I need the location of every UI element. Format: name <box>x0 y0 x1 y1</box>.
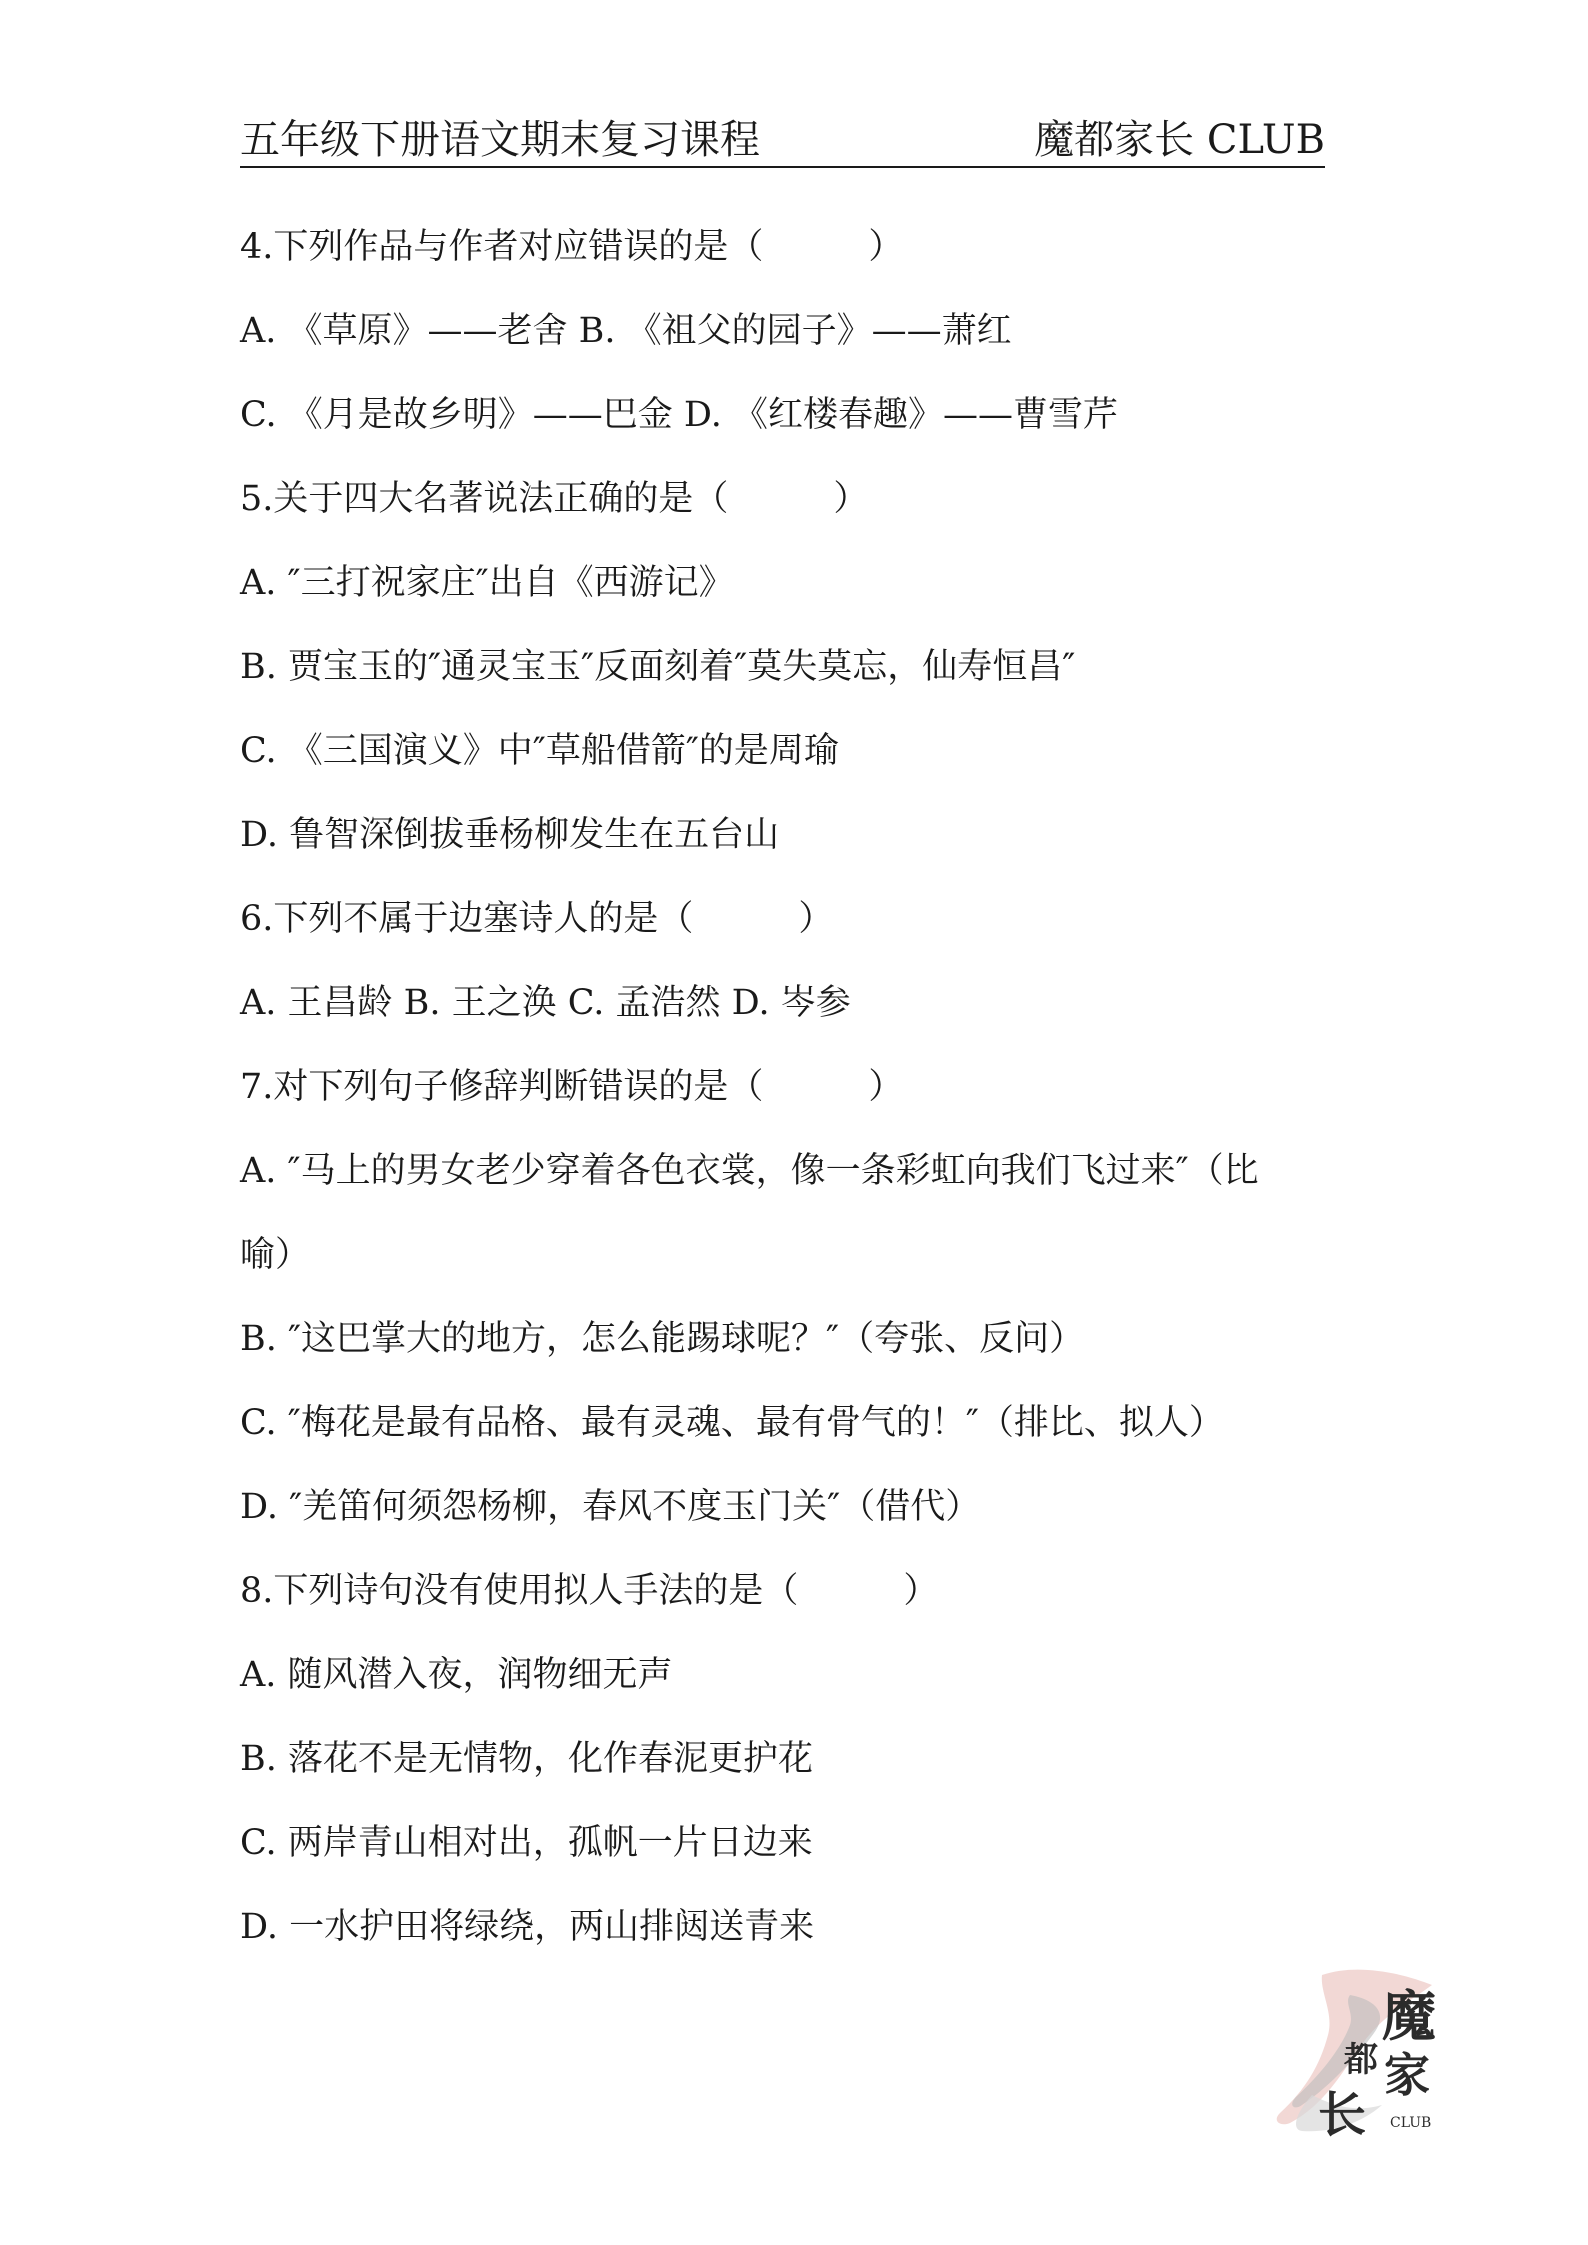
question-7-option-a: A. ″马上的男女老少穿着各色衣裳，像一条彩虹向我们飞过来″（比 <box>240 1151 1259 1191</box>
question-5-stem: 5.关于四大名著说法正确的是（ ） <box>240 479 869 519</box>
question-4-options-ab: A. 《草原》——老舍 B. 《祖父的园子》——萧红 <box>240 311 1012 351</box>
question-list <box>240 205 1370 1969</box>
logo-char-zhang: 长 <box>1318 2087 1367 2143</box>
question-5-option-d: D. 鲁智深倒拔垂杨柳发生在五台山 <box>240 815 780 855</box>
question-7-stem: 7.对下列句子修辞判断错误的是（ ） <box>240 1067 904 1107</box>
logo-char-jia: 家 <box>1384 2048 1430 2102</box>
question-8-option-a: A. 随风潜入夜，润物细无声 <box>240 1655 673 1695</box>
question-8-option-b: B. 落花不是无情物，化作春泥更护花 <box>240 1739 813 1779</box>
question-5-option-a: A. ″三打祝家庄″出自《西游记》 <box>240 563 734 603</box>
question-7-option-a-cont: 喻） <box>240 1235 311 1275</box>
question-8-option-c: C. 两岸青山相对出，孤帆一片日边来 <box>240 1823 813 1863</box>
logo-char-mo: 魔 <box>1382 1984 1436 2048</box>
question-8-stem: 8.下列诗句没有使用拟人手法的是（ ） <box>240 1571 939 1611</box>
question-4-stem: 4.下列作品与作者对应错误的是（ ） <box>240 227 904 267</box>
question-7-option-c: C. ″梅花是最有品格、最有灵魂、最有骨气的！″（排比、拟人） <box>240 1403 1224 1443</box>
question-7-option-b: B. ″这巴掌大的地方，怎么能踢球呢？″（夸张、反问） <box>240 1319 1085 1359</box>
question-5-option-c: C. 《三国演义》中″草船借箭″的是周瑜 <box>240 731 839 771</box>
question-4-options-cd: C. 《月是故乡明》——巴金 D. 《红楼春趣》——曹雪芹 <box>240 395 1118 435</box>
brand-logo <box>1262 1955 1472 2165</box>
page-header <box>240 118 1325 168</box>
logo-club-text: CLUB <box>1390 2115 1432 2131</box>
question-8-option-d: D. 一水护田将绿绕，两山排闼送青来 <box>240 1907 815 1947</box>
question-6-options: A. 王昌龄 B. 王之涣 C. 孟浩然 D. 岑参 <box>240 983 851 1023</box>
question-7-option-d: D. ″羌笛何须怨杨柳，春风不度玉门关″（借代） <box>240 1487 981 1527</box>
course-title: 五年级下册语文期末复习课程 <box>240 117 760 163</box>
logo-char-du: 都 <box>1344 2040 1378 2080</box>
question-5-option-b: B. 贾宝玉的″通灵宝玉″反面刻着″莫失莫忘，仙寿恒昌″ <box>240 647 1076 687</box>
brand-name: 魔都家长 CLUB <box>1034 117 1325 163</box>
question-6-stem: 6.下列不属于边塞诗人的是（ ） <box>240 899 834 939</box>
